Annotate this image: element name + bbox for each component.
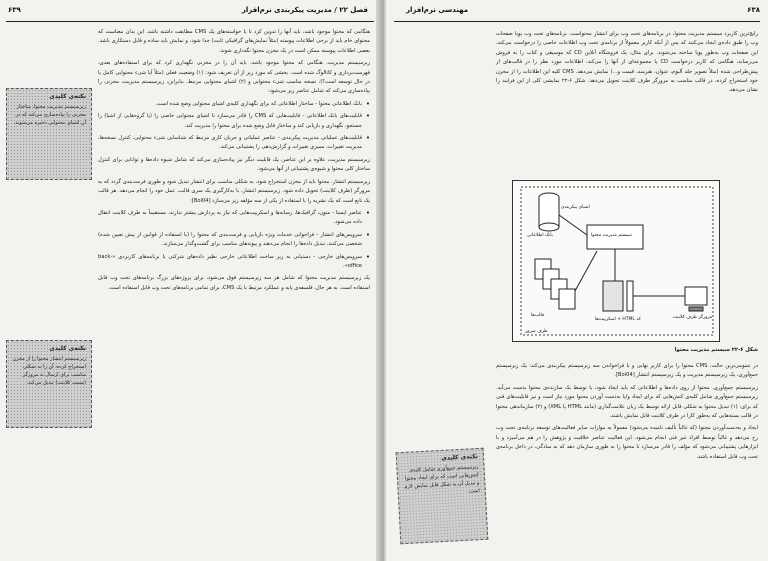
- margin-note-management: [6, 88, 92, 180]
- list-item: • سرویس‌های خارجی - دستیابی به زیر ساخت اطلاعاتی خارجی نظیر داده‌های شرکتی یا برنامه‌های کاربردی «back-office».: [98, 253, 370, 272]
- page-number-right: ۶۳۸: [747, 6, 760, 14]
- list-item: • سرویس‌های انتشار - فراخوانی خدمات ویژه بازیابی و فرمت‌بندی که محتوا را (با استفاده از قوانین از پیش تعیین شده) شخصی می‌کنند، تبدیل داده‌ها را انجام می‌دهند و پیوندهای مناسب برای گشت‌وگذار می‌سازند.: [98, 231, 370, 250]
- templates-label: قالب‌ها: [531, 313, 545, 318]
- figure-caption: شکل ۶-۲۲ سیستم مدیریت محتوا: [674, 347, 758, 353]
- client-monitor: [685, 287, 707, 305]
- cms-figure: [512, 180, 720, 342]
- note-text: زیرسیستم جمع‌آوری شامل کلیه‌ی کنش‌هایی است که برای ایجاد محتوا و تبدیل آن به شکل قابل نمایش لازم است.: [404, 464, 480, 495]
- chapter-header: فصل ۲۲ / مدیریت پیکربندی نرم‌افزار: [241, 6, 368, 14]
- book-header: مهندسی نرم‌افزار: [406, 6, 469, 14]
- left-body-text: [98, 28, 370, 296]
- note-text: زیرسیستم انتشار محتوا را از مخزن استخراج کرده، آن را به شکلی مناسب برای ارسال به مرورگر (سمت کلاینت) تبدیل می‌کند.: [12, 356, 86, 386]
- right-page: [386, 0, 768, 561]
- page-number-left: ۶۳۹: [8, 6, 21, 14]
- server-label: طرف سرور: [525, 329, 548, 334]
- header-rule-left: [6, 21, 374, 22]
- note-title: نکته‌ی کلیدی: [441, 453, 479, 462]
- paragraph: ایجاد و به‌دست‌آوردن محتوا (که غالباً تألیف نامیده می‌شود) معمولاً به موازات سایر فعالیت‌های توسعه برنامه‌ی تحت وب رخ می‌دهد و غالباً توسط افراد غیر فنی انجام می‌شود. این فعالیت عناصر خلاقیت و پژوهش را در هم می‌آمیزد و با ابزارهایی پشتیبانی می‌شود که مؤلف را قادر می‌سازد تا محتوا را به طوری سازمان دهد که به سادگی، در داخل برنامه‌ی تحت وب قابل استفاده باشد.: [496, 425, 758, 460]
- paragraph: هنگامی که محتوا موجود باشد، باید آنها را تدوین کرد تا با خواسته‌های یک CMS مطابقت داشته باشد. این بدان معناست که محتوای خام باید از برخی اطلاعات پیوسته (مثلاً نمایش‌های گرافیکی ثابت) جدا شود، و نمایش باید ساده و قابل دستکاری باشد. بعضی اطلاعات پیوسته ممکن است در یک مخزن محتوا نگه‌داری شوند.: [98, 29, 370, 54]
- cms-label: سیستم مدیریت محتوا: [591, 233, 632, 238]
- html-box: [603, 281, 623, 311]
- margin-note-publishing: [6, 340, 92, 428]
- paragraph: زیرسیستم مدیریت. هنگامی که محتوا موجود باشد، باید آن را در مخزنی نگهداری کرد که برای استفاده‌های بعدی، فهرست‌برداری و کاتالوگ شده است. بخشی که مورد زیر از آن تعریف شود: (۱) وضعیت فعلی (مثلاً آیا شیء محتوایی کامل یا در حال توسعه است؟)، نسخه مناسب شیء محتوایی و (۲) اشیای محتوایی مرتبط. بنابراین، زیرسیستم مدیریت، مخزنی را پیاده‌سازی می‌کند که شامل عناصر زیر می‌شود:: [98, 60, 370, 95]
- note-title: نکته‌ی کلیدی: [49, 345, 86, 352]
- margin-note-collection: [396, 448, 489, 544]
- html-label: کد HTML + اسکریپت‌ها: [595, 317, 641, 322]
- paragraph: زیرسیستم جمع‌آوری. محتوا از روی داده‌ها و اطلاعاتی که باید ایجاد شود، یا توسط یک سازنده‌ی محتوا بدست می‌آید. زیرسیستم جمع‌آوری شامل کلیه‌ی کنش‌هایی که برای ایجاد و/یا به‌دست آوردن محتوا مورد نیاز است و نیز قابلیت‌های فنی که برای: (۱) تبدیل محتوا به شکلی قابل ارائه توسط یک زبان علامت‌گذاری (مانند HTML یا XML) و (۲) سازماندهی محتوا در قالب بسته‌هایی که به‌طور کارا در طرف کلاینت قابل نمایش باشند.: [496, 384, 758, 420]
- left-page: [0, 0, 382, 561]
- bullet-list: [98, 100, 370, 153]
- client-label: مرورگر طرف کلاینت: [673, 315, 713, 320]
- list-item: • عناصر ایستا - متون، گرافیک‌ها، رسانه‌ها و اسکریپت‌هایی که نیاز به پردازش بیشتر ندارند، مستقیماً به طرف کلاینت انتقال داده می‌شود.: [98, 209, 370, 228]
- paragraph: در عمومی‌ترین حالت، CMS محتوا را برای کاربر نهایی و با فراخواندن سه زیرسیستم پیکربندی می‌کند: یک زیرسیستم جمع‌آوری، یک زیرسیستم مدیریت و یک زیرسیستم انتشار [Boi04].: [496, 363, 758, 379]
- templates-stack: [535, 259, 575, 309]
- note-title: نکته‌ی کلیدی: [49, 93, 86, 100]
- list-item: • قابلیت‌های بانک اطلاعاتی - قابلیت‌هایی که CMS را قادر می‌سازد تا اشیای محتوایی خاصی را (یا گروه‌هایی از اشیا) را جستجو، نگهداری و بازیابی کند و ساختار فایل وضع شده برای محتوا را مدیریت کند.: [98, 112, 370, 131]
- paragraph: زیرسیستم مدیریت، علاوه بر این عناصر، یک قابلیت دیگر نیز پیاده‌سازی می‌کند که شامل شیوه داده‌ها و توانایی برای کنترل ساختار کلی محتوا و شیوه‌ی پشتیبانی از آنها می‌شود.: [98, 156, 370, 173]
- list-item: • قابلیت‌های عملیاتی مدیریت پیکربندی - عناصر عملیاتی و جریان کاری مرتبط که شناسایی شیء محتوایی، کنترل نسخه‌ها، مدیریت تغییرات، ممیزی تغییرات و گزارش‌دهی را پشتیبانی می‌کند.: [98, 134, 370, 153]
- repository-label: اشیای پیکربندی: [561, 205, 590, 210]
- right-intro-text: [496, 30, 758, 99]
- db-to-cms-arrow: [559, 215, 587, 235]
- paragraph: زیرسیستم انتشار. محتوا باید از مخزن استخراج شود، به شکلی مناسب برای انتشار تبدیل شود و طوری فرمت‌بندی گردد که به مرورگر (طرف کلاینت) تحویل داده شود. زیرسیستم انتشار، با به‌کارگیری یک سری قالب، عمل خود را انجام می‌دهد. هر قالب یک تابع است که یک نشریه را با استفاده از یکی از سه مؤلفه زیر می‌سازد [Boi04]:: [98, 178, 370, 204]
- paragraph: رایج‌ترین کاربرد سیستم مدیریت محتوا، در برنامه‌های تحت وب برای انتشار محتواست. برنامه‌های تحت وب پویا صفحات وب را طبق داده‌ی ایجاد می‌کنند که پس از آنکه کاربر معمولاً از برنامه‌ی تحت وب اطلاعات خاصی را درخواست می‌کند، این صفحات وب به‌طور پویا ساخته می‌شوند. برای مثال، یک فروشگاه آنلاین CD که موسیقی و کتاب را به فروش می‌رساند، هنگامی که کاربر درخواست CD یا مجموعه‌ای از آنها را می‌کند، اطلاعات مورد نظر را در قالب‌های از پیش‌طراحی شده (مثلاً تصویر جلد آلبوم، عنوان، هنرمند، قیمت و...) نمایش می‌دهد. CMS کلیه این اطلاعات را از مخزن خود استخراج کرده، در قالب مناسب به مرورگر طرف کلاینت تحویل می‌دهد. شکل ۶-۲۲ نمایشی کلی از این فرایند را نشان می‌دهد.: [496, 31, 759, 94]
- list-item: • بانک اطلاعاتی محتوا - ساختار اطلاعاتی که برای نگهداری کلیه‌ی اشیای محتوایی وضع شده است.: [98, 100, 370, 109]
- bullet-list: [98, 209, 370, 271]
- paragraph: یک زیرسیستم مدیریت محتوا که شامل هر سه زیرسیستم فوق می‌شود، برای پروژه‌های بزرگ برنامه‌های تحت وب قابل استفاده است. به هر حال، فلسفه‌ی پایه و عملکرد مرتبط با یک CMS، برای تمامی برنامه‌های تحت وب قابل استفاده است.: [98, 275, 370, 291]
- right-body-text: [496, 362, 758, 465]
- header-rule-right: [394, 21, 760, 22]
- templates-to-cms-arrow: [575, 251, 597, 291]
- note-text: زیرسیستم مدیریت محتوا، ساختار مخزنی را پیاده‌سازی می‌کند که در آن اشیای محتوایی ذخیره می‌شوند.: [13, 104, 86, 126]
- database-cylinder: [539, 193, 559, 231]
- database-label: بانک اطلاعاتی: [527, 233, 553, 238]
